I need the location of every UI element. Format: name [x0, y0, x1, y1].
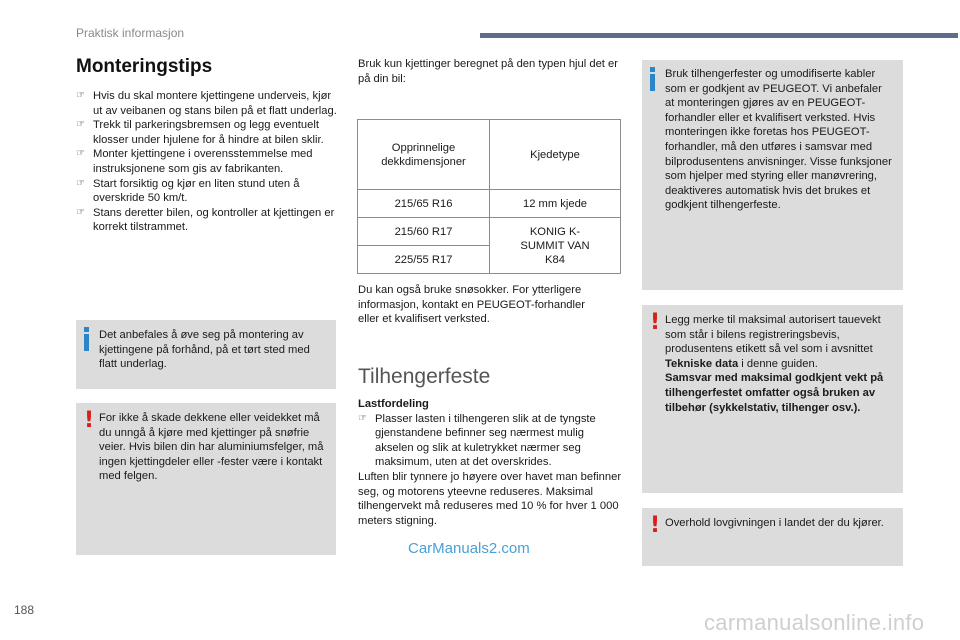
warning-icon: !	[650, 310, 661, 335]
table-header-row	[358, 120, 621, 190]
towbar-body	[358, 397, 622, 528]
list-item: ☞ Stans deretter bilen, og kontroller at kjettingen er korrekt tilstrammet.	[76, 206, 335, 234]
warning-icon: !	[84, 408, 95, 433]
table-cell-dimension: 215/60 R17	[358, 218, 490, 246]
list-item: ☞ Monter kjettingene i overensstemmelse med instruksjonene som gis av fabrikanten.	[76, 148, 313, 175]
page-number: 188	[14, 603, 35, 617]
table-cell-chain-type: 12 mm kjede	[490, 190, 621, 218]
warning-box-rims: ! For ikke å skade dekkene eller veidekket må du unngå å kjøre med kjettinger på snøfrie veier. Hvis bilen din har aluminiumsfelger, må ingen kjettingdeler eller -fester være i kontakt med felgen.	[76, 403, 336, 555]
chains-intro: Bruk kun kjettinger beregnet på den typen hjul det er på din bil:	[358, 58, 618, 85]
list-item: ☞ Start forsiktig og kjør en liten stund uten å overskride 50 km/t.	[76, 177, 300, 205]
info-box-practice: Det anbefales å øve seg på montering av kjettingene på forhånd, på et tørt sted med flatt underlag.	[76, 320, 336, 389]
warning-box-max-weight: ! Legg merke til maksimal autorisert tauevekt som står i bilens registreringsbevis, produsentens etikett så vel som i avsnittet Tekniske data i denne guiden. Samsvar med maksimal godkjent vekt på tilhengerfestet omfatter også bruken av tilbehør (sykkelstativ, tilhenger osv.).	[642, 305, 903, 493]
load-distribution-heading: Lastfordeling	[358, 398, 429, 410]
snow-socks-note: Du kan også bruke snøsokker. For ytterligere informasjon, kontakt en PEUGEOT-forhandler eller et kvalifisert verksted.	[358, 284, 585, 326]
watermark-link[interactable]: CarManuals2.com	[408, 540, 530, 557]
list-item: ☞ Plasser lasten i tilhengeren slik at de tyngste gjenstandene befinner seg nærmest mulig akselen og slik at kuletrykket nærmer seg maksimum, uten at det overskrides.	[358, 412, 596, 469]
section-header-title: Praktisk informasjon	[76, 26, 185, 40]
arrow-bullet-icon: ☞	[358, 412, 367, 424]
table-row	[358, 218, 621, 246]
arrow-bullet-icon: ☞	[76, 177, 85, 189]
mounting-tips-title: Monteringstips	[76, 56, 213, 77]
mounting-bullet-list	[76, 89, 338, 235]
info-icon	[84, 327, 90, 351]
table-header-chain-type: Kjedetype	[490, 120, 621, 190]
table-cell-dimension: 215/65 R16	[358, 190, 490, 218]
warning-box-legislation: ! Overhold lovgivningen i landet der du kjører.	[642, 508, 903, 566]
list-item: ☞ Hvis du skal montere kjettingene underveis, kjør ut av veibanen og stans bilen på et flatt underlag.	[76, 90, 337, 117]
warning-icon: !	[650, 513, 661, 538]
towbar-title: Tilhengerfeste	[358, 365, 491, 388]
arrow-bullet-icon: ☞	[76, 148, 85, 160]
altitude-paragraph: Luften blir tynnere jo høyere over havet man befinner seg, og motorens yteevne reduseres. Maksimal tilhengervekt må reduseres med 10 % for hver 1 000 meters stigning.	[358, 470, 622, 527]
arrow-bullet-icon: ☞	[76, 119, 85, 131]
header-bar	[480, 33, 958, 38]
table-cell-chain-type: KONIG K-SUMMIT VAN K84	[490, 218, 621, 274]
info-box-towbar: Bruk tilhengerfester og umodifiserte kabler som er godkjent av PEUGEOT. Vi anbefaler at monteringen gjøres av en PEUGEOT-forhandler eller et kvalifisert verksted. Hvis monteringen ikke foretas hos PEUGEOT-forhandler, må den utføres i samsvar med bilprodusentens anvisninger. Visse funksjoner som hjelper med styring eller manøvrering, deaktiveres automatisk hvis det brukes et godkjent tilhengerfeste.	[642, 60, 903, 290]
table-header-dimension: Opprinnelige dekkdimensjoner	[358, 120, 490, 190]
table-cell-dimension: 225/55 R17	[358, 246, 490, 274]
arrow-bullet-icon: ☞	[76, 90, 85, 101]
list-item: ☞ Trekk til parkeringsbremsen og legg eventuelt klosser under hjulene for å hindre at bilen sklir.	[76, 119, 324, 146]
tire-chain-table	[357, 119, 621, 274]
table-row	[358, 190, 621, 218]
max-weight-bold-note: Samsvar med maksimal godkjent vekt på tilhengerfestet omfatter også bruken av tilbehør (sykkelstativ, tilhenger osv.).	[665, 372, 884, 414]
arrow-bullet-icon: ☞	[76, 206, 85, 218]
technical-data-reference: Tekniske data	[665, 357, 739, 370]
info-icon	[650, 67, 656, 91]
watermark-footer: carmanualsonline.info	[704, 610, 925, 635]
